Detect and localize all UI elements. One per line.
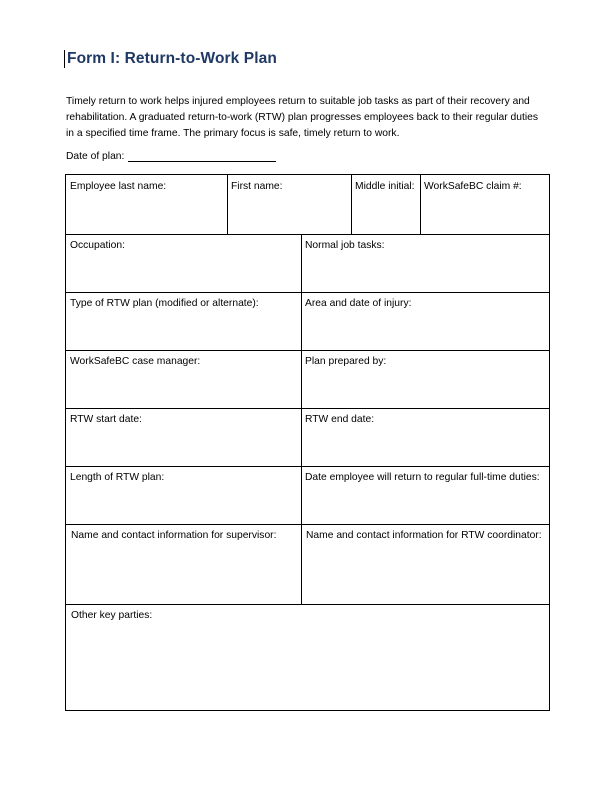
employee-last-name-label: Employee last name: bbox=[70, 181, 167, 192]
supervisor-contact-label: Name and contact information for supervisor: bbox=[71, 530, 277, 541]
rtw-start-date-label: RTW start date: bbox=[70, 414, 142, 425]
occupation-field[interactable] bbox=[66, 234, 301, 292]
date-of-plan-row bbox=[66, 150, 276, 162]
occupation-label: Occupation: bbox=[70, 240, 125, 251]
case-manager-label: WorkSafeBC case manager: bbox=[70, 356, 201, 367]
supervisor-contact-field[interactable] bbox=[67, 524, 301, 604]
first-name-field[interactable] bbox=[227, 175, 351, 234]
other-key-parties-label: Other key parties: bbox=[71, 610, 153, 621]
first-name-label: First name: bbox=[231, 181, 283, 192]
rtw-length-field[interactable] bbox=[66, 466, 301, 524]
text-cursor bbox=[64, 50, 65, 68]
employee-last-name-field[interactable] bbox=[66, 175, 227, 234]
rtw-start-date-field[interactable] bbox=[66, 408, 301, 466]
other-key-parties-field[interactable] bbox=[67, 604, 549, 710]
normal-job-tasks-label: Normal job tasks: bbox=[305, 240, 385, 251]
injury-area-date-label: Area and date of injury: bbox=[305, 298, 412, 309]
date-of-plan-field[interactable] bbox=[128, 150, 276, 162]
rtw-form-table bbox=[65, 174, 550, 711]
case-manager-field[interactable] bbox=[66, 350, 301, 408]
middle-initial-label: Middle initial: bbox=[355, 181, 415, 192]
return-to-full-duties-field[interactable] bbox=[301, 466, 549, 524]
claim-number-field[interactable] bbox=[420, 175, 549, 234]
claim-number-label: WorkSafeBC claim #: bbox=[424, 181, 522, 192]
title-row bbox=[64, 50, 277, 68]
middle-initial-field[interactable] bbox=[351, 175, 420, 234]
return-to-full-duties-label: Date employee will return to regular full-time duties: bbox=[305, 472, 540, 483]
normal-job-tasks-field[interactable] bbox=[301, 234, 549, 292]
rtw-plan-type-field[interactable] bbox=[66, 292, 301, 350]
rtw-end-date-field[interactable] bbox=[301, 408, 549, 466]
rtw-plan-type-label: Type of RTW plan (modified or alternate): bbox=[70, 298, 259, 309]
rtw-end-date-label: RTW end date: bbox=[305, 414, 375, 425]
plan-prepared-by-label: Plan prepared by: bbox=[305, 356, 387, 367]
plan-prepared-by-field[interactable] bbox=[301, 350, 549, 408]
date-of-plan-label: Date of plan: bbox=[66, 151, 125, 162]
rtw-length-label: Length of RTW plan: bbox=[70, 472, 165, 483]
injury-area-date-field[interactable] bbox=[301, 292, 549, 350]
rtw-coordinator-contact-field[interactable] bbox=[302, 524, 549, 604]
rtw-coordinator-contact-label: Name and contact information for RTW coordinator: bbox=[306, 530, 542, 541]
intro-paragraph: Timely return to work helps injured employees return to suitable job tasks as part of their recovery and rehabilitation. A graduated return-to-work (RTW) plan progresses employees back to their regular duties in a specified time frame. The primary focus is safe, timely return to work. bbox=[66, 96, 538, 139]
page-title: Form I: Return-to-Work Plan bbox=[67, 50, 277, 67]
